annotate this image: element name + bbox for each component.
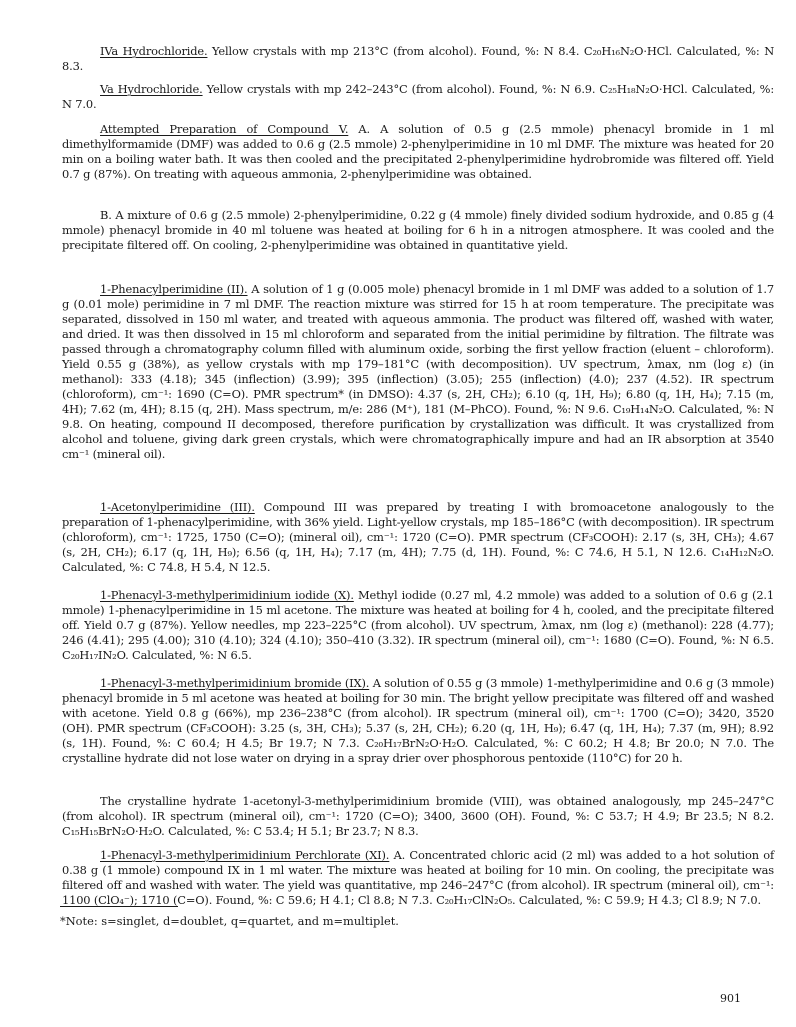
paragraph-heading: 1-Phenacyl-3-methylperimidinium bromide (IX).	[100, 676, 370, 690]
paragraph-heading: Va Hydrochloride.	[100, 82, 203, 96]
paragraph-text: B. A mixture of 0.6 g (2.5 mmole) 2-phenylperimidine, 0.22 g (4 mmole) finely divided sodium hydroxide, and 0.85 g (4 mmole) phenacyl bromide in 40 ml toluene was heated at boiling for 6 h in a nitrogen atmosphere. It was cooled and the precipitate filtered off. On cooling, 2-phenylperimidine was obtained in quantitative yield.	[62, 208, 774, 252]
paragraph-acetonylperimidine	[62, 500, 774, 575]
paragraph-text: Compound III was prepared by treating I with bromoacetone analogously to the preparation of 1-phenacylperimidine, with 36% yield. Light-yellow crystals, mp 185–186°C (with decomposition). IR spectrum (chloroform), cm⁻¹: 1725, 1750 (C=O); (mineral oil), cm⁻¹: 1720 (C=O). PMR spectrum (CF₃COOH): 2.17 (s, 3H, CH₃); 4.67 (s, 2H, CH₂); 6.17 (q, 1H, H₉); 6.56 (q, 1H, H₄); 7.17 (m, 4H); 7.75 (d, 1H). Found, %: C 74.6, H 5.1, N 12.6. C₁₄H₁₂N₂O. Calculated, %: C 74.8, H 5.4, N 12.5.	[62, 500, 774, 574]
paragraph-text: Yellow crystals with mp 213°C (from alcohol). Found, %: N 8.4. C₂₀H₁₆N₂O·HCl. Calculated, %: N 8.3.	[62, 44, 775, 73]
paragraph-attempted-preparation-a	[62, 122, 774, 182]
paragraph-text: A. Concentrated chloric acid (2 ml) was added to a hot solution of 0.38 g (1 mmole) compound IX in 1 ml water. The mixture was heated at boiling for 10 min. On cooling, the precipitate was filtered off and washed with water. The yield was quantitative, mp 246–247°C (from alcohol). IR spectrum (mineral oil), cm⁻¹: 1100 (ClO₄⁻); 1710 (C=O). Found, %: C 59.6; H 4.1; Cl 8.8; N 7.3. C₂₀H₁₇ClN₂O₅. Calculated, %: C 59.9; H 4.3; Cl 8.9; N 7.0.	[62, 848, 775, 907]
paragraph-methylperimidinium-iodide	[62, 588, 774, 663]
footnote-divider	[60, 906, 178, 907]
paragraph-heading: 1-Acetonylperimidine (III).	[100, 500, 255, 514]
paragraph-text: Yellow crystals with mp 242–243°C (from alcohol). Found, %: N 6.9. C₂₅H₁₈N₂O·HCl. Calculated, %: N 7.0.	[62, 82, 775, 111]
paragraph-heading: Attempted Preparation of Compound V.	[100, 122, 349, 136]
page-number: 901	[720, 992, 741, 1005]
paragraph-text: Methyl iodide (0.27 ml, 4.2 mmole) was added to a solution of 0.6 g (2.1 mmole) 1-phenacylperimidine in 15 ml acetone. The mixture was heated at boiling for 4 h, cooled, and the precipitate filtered off. Yield 0.7 g (87%). Yellow needles, mp 223–225°C (from alcohol). UV spectrum, λmax, nm (log ε) (methanol): 228 (4.77); 246 (4.41); 295 (4.00); 310 (4.10); 324 (4.10); 350–410 (3.32). IR spectrum (mineral oil), cm⁻¹: 1680 (C=O). Found, %: N 6.5. C₂₀H₁₇IN₂O. Calculated, %: N 6.5.	[62, 588, 774, 662]
paragraph-va-hydrochloride	[62, 82, 774, 112]
footnote: *Note: s=singlet, d=doublet, q=quartet, and m=multiplet.	[60, 914, 399, 928]
paragraph-text: A solution of 1 g (0.005 mole) phenacyl bromide in 1 ml DMF was added to a solution of 1.7 g (0.01 mole) perimidine in 7 ml DMF. The reaction mixture was stirred for 15 h at room temperature. The precipitate was separated, dissolved in 150 ml water, and treated with aqueous ammonia. The product was filtered off, washed with water, and dried. It was then dissolved in 15 ml chloroform and separated from the initial perimidine by filtration. The filtrate was passed through a chromatography column filled with aluminum oxide, sorbing the first yellow fraction (eluent – chloroform). Yield 0.55 g (38%), as yellow crystals with mp 179–181°C (with decomposition). UV spectrum, λmax, nm (log ε) (in methanol): 333 (4.18); 345 (inflection) (3.99); 395 (inflection) (3.05); 255 (inflection) (4.0); 237 (4.52). IR spectrum (chloroform), cm⁻¹: 1690 (C=O). PMR spectrum* (in DMSO): 4.37 (s, 2H, CH₂); 6.10 (q, 1H, H₉); 6.80 (q, 1H, H₄); 7.15 (m, 4H); 7.62 (m, 4H); 8.15 (q, 2H). Mass spectrum, m/e: 286 (M⁺), 181 (M–PhCO). Found, %: N 9.6. C₁₉H₁₄N₂O. Calculated, %: N 9.8. On heating, compound II decomposed, therefore purification by crystallization was difficult. It was crystallized from alcohol and toluene, giving dark green crystals, which were chromatographically impure and had an IR absorption at 3540 cm⁻¹ (mineral oil).	[62, 282, 775, 461]
paragraph-iva-hydrochloride	[62, 44, 774, 74]
paragraph-acetonyl-crystalline-hydrate	[62, 794, 774, 839]
paragraph-text: A. A solution of 0.5 g (2.5 mmole) phenacyl bromide in 1 ml dimethylformamide (DMF) was added to 0.6 g (2.5 mmole) 2-phenylperimidine in 10 ml DMF. The mixture was heated for 20 min on a boiling water bath. It was then cooled and the precipitated 2-phenylperimidine hydrobromide was filtered off. Yield 0.7 g (87%). On treating with aqueous ammonia, 2-phenylperimidine was obtained.	[62, 122, 774, 181]
paragraph-methylperimidinium-bromide	[62, 676, 774, 766]
paragraph-text: A solution of 0.55 g (3 mmole) 1-methylperimidine and 0.6 g (3 mmole) phenacyl bromide in 5 ml acetone was heated at boiling for 30 min. The bright yellow precipitate was filtered off and washed with acetone. Yield 0.8 g (66%), mp 236–238°C (from alcohol). IR spectrum (mineral oil), cm⁻¹: 1700 (C=O); 3420, 3520 (OH). PMR spectrum (CF₃COOH): 3.25 (s, 3H, CH₃); 5.37 (s, 2H, CH₂); 6.20 (q, 1H, H₉); 6.47 (q, 1H, H₄); 7.37 (m, 9H); 8.92 (s, 1H). Found, %: C 60.4; H 4.5; Br 19.7; N 7.3. C₂₀H₁₇BrN₂O·H₂O. Calculated, %: C 60.2; H 4.8; Br 20.0; N 7.0. The crystalline hydrate did not lose water on drying in a spray drier over phosphorous pentoxide (110°C) for 20 h.	[62, 676, 775, 765]
paragraph-heading: 1-Phenacyl-3-methylperimidinium iodide (X).	[100, 588, 354, 602]
paragraph-heading: 1-Phenacyl-3-methylperimidinium Perchlorate (XI).	[100, 848, 390, 862]
paragraph-heading: IVa Hydrochloride.	[100, 44, 208, 58]
paragraph-methylperimidinium-perchlorate	[62, 848, 774, 908]
paragraph-text: The crystalline hydrate 1-acetonyl-3-methylperimidinium bromide (VIII), was obtained analogously, mp 245–247°C (from alcohol). IR spectrum (mineral oil), cm⁻¹: 1720 (C=O); 3400, 3600 (OH). Found, %: C 53.7; H 4.9; Br 23.5; N 8.2. C₁₅H₁₅BrN₂O·H₂O. Calculated, %: C 53.4; H 5.1; Br 23.7; N 8.3.	[62, 794, 774, 838]
paragraph-heading: 1-Phenacylperimidine (II).	[100, 282, 248, 296]
paragraph-phenacylperimidine	[62, 282, 774, 462]
paragraph-attempted-preparation-b	[62, 208, 774, 253]
